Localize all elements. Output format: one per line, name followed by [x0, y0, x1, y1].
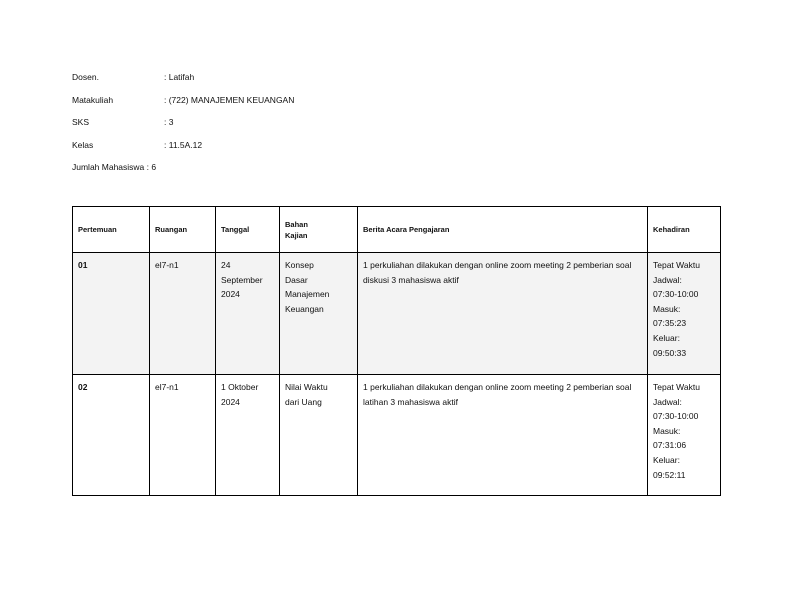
cell-tanggal: 1 Oktober 2024: [216, 375, 280, 496]
course-info: [72, 72, 295, 185]
header-berita-acara: Berita Acara Pengajaran: [358, 207, 648, 253]
cell-kehadiran: Tepat Waktu Jadwal: 07:30-10:00 Masuk: 07:31:06 Keluar: 09:52:11: [648, 375, 721, 496]
table-row: [73, 375, 721, 496]
kelas-label: Kelas: [72, 139, 94, 150]
matakuliah-label: Matakuliah: [72, 94, 114, 105]
cell-berita-acara: 1 perkuliahan dilakukan dengan online zoom meeting 2 pemberian soal latihan 3 mahasiswa aktif: [358, 375, 648, 496]
table-row: [73, 253, 721, 375]
attendance-table: [72, 206, 721, 496]
kelas-row: [72, 139, 203, 163]
table-header-row: [73, 207, 721, 253]
cell-bahan-kajian: Nilai Waktu dari Uang: [280, 375, 358, 496]
matakuliah-value: : (722) MANAJEMEN KEUANGAN: [164, 94, 295, 105]
dosen-value: : Latifah: [164, 72, 195, 82]
kelas-value: : 11.5A.12: [164, 139, 203, 150]
dosen-label: Dosen.: [72, 72, 99, 82]
cell-pertemuan: 01: [73, 253, 150, 375]
dosen-row: [72, 72, 195, 95]
cell-tanggal: 24 September 2024: [216, 253, 280, 375]
jumlah-row: [72, 162, 156, 185]
cell-kehadiran: Tepat Waktu Jadwal: 07:30-10:00 Masuk: 07:35:23 Keluar: 09:50:33: [648, 253, 721, 375]
matakuliah-row: [72, 94, 295, 118]
cell-ruangan: el7-n1: [150, 253, 216, 375]
cell-berita-acara: 1 perkuliahan dilakukan dengan online zoom meeting 2 pemberian soal diskusi 3 mahasiswa aktif: [358, 253, 648, 375]
jumlah-label: Jumlah Mahasiswa: [72, 162, 145, 172]
header-bahan-kajian: Bahan Kajian: [280, 207, 358, 253]
sks-row: [72, 117, 174, 140]
header-ruangan: Ruangan: [150, 207, 216, 253]
cell-pertemuan: 02: [73, 375, 150, 496]
jumlah-value: : 6: [146, 162, 157, 172]
sks-value: : 3: [164, 117, 174, 127]
header-tanggal: Tanggal: [216, 207, 280, 253]
header-pertemuan: Pertemuan: [73, 207, 150, 253]
sks-label: SKS: [72, 117, 90, 127]
header-kehadiran: Kehadiran: [648, 207, 721, 253]
cell-ruangan: el7-n1: [150, 375, 216, 496]
cell-bahan-kajian: Konsep Dasar Manajemen Keuangan: [280, 253, 358, 375]
